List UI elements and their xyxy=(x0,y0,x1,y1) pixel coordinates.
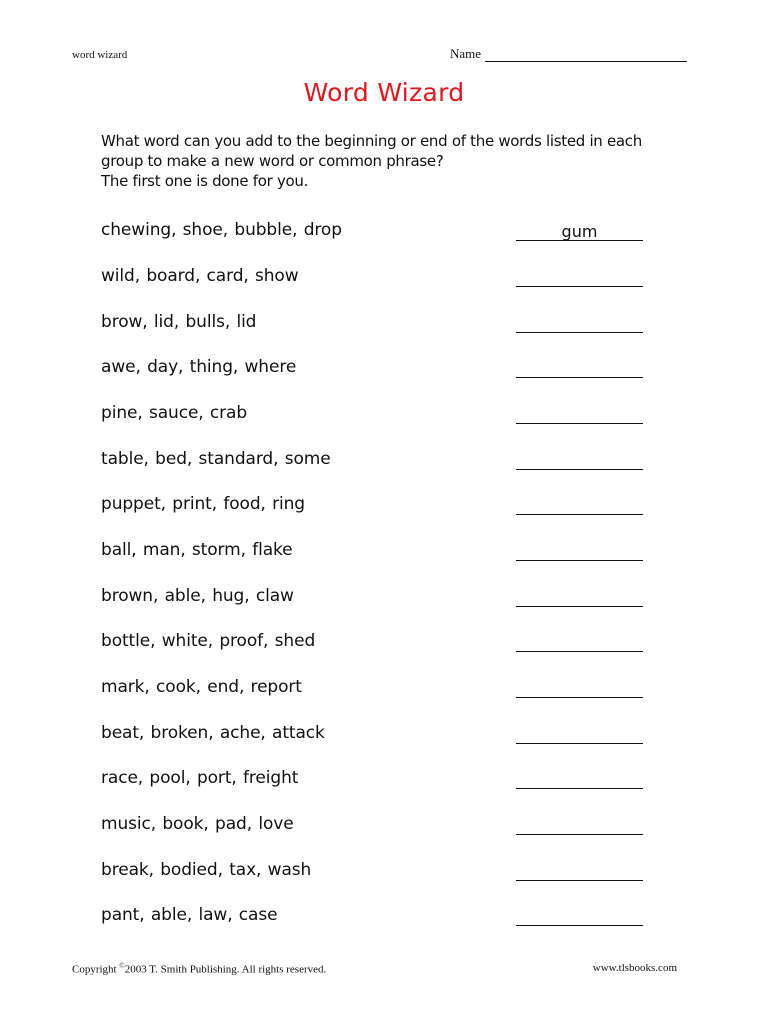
word-group: bottle, white, proof, shed xyxy=(101,631,316,651)
word-group: brow, lid, bulls, lid xyxy=(101,312,257,332)
answer-blank xyxy=(516,449,643,470)
word-row xyxy=(0,675,768,705)
word-row xyxy=(0,721,768,751)
word-group: wild, board, card, show xyxy=(101,266,299,286)
answer-blank xyxy=(516,631,643,652)
word-group: pant, able, law, case xyxy=(101,905,278,925)
word-row xyxy=(0,629,768,659)
word-group: brown, able, hug, claw xyxy=(101,586,294,606)
instruction-line: group to make a new word or common phrase? xyxy=(101,152,444,170)
answer-blank xyxy=(516,312,643,333)
word-row xyxy=(0,447,768,477)
answer-blank xyxy=(516,814,643,835)
word-row xyxy=(0,401,768,431)
word-group: race, pool, port, freight xyxy=(101,768,299,788)
word-group: beat, broken, ache, attack xyxy=(101,723,325,743)
copyright-notice xyxy=(72,962,326,976)
name-field xyxy=(450,46,687,62)
word-group: table, bed, standard, some xyxy=(101,449,331,469)
website-url: www.tlsbooks.com xyxy=(592,962,677,974)
answer-blank xyxy=(516,860,643,881)
name-blank-line xyxy=(485,47,687,62)
word-row xyxy=(0,766,768,796)
answer-blank xyxy=(516,586,643,607)
answer-blank xyxy=(516,540,643,561)
word-group: ball, man, storm, flake xyxy=(101,540,293,560)
instruction-line: What word can you add to the beginning or end of the words listed in each xyxy=(101,132,642,150)
page-title: Word Wizard xyxy=(303,78,465,107)
answer-blank xyxy=(516,677,643,698)
word-group: puppet, print, food, ring xyxy=(101,494,305,514)
word-row xyxy=(0,355,768,385)
answer-blank: gum xyxy=(516,220,643,241)
word-group: chewing, shoe, bubble, drop xyxy=(101,220,342,240)
word-row xyxy=(0,538,768,568)
word-group: awe, day, thing, where xyxy=(101,357,297,377)
copyright-symbol: © xyxy=(119,962,125,970)
word-group: music, book, pad, love xyxy=(101,814,294,834)
answer-blank xyxy=(516,357,643,378)
word-row xyxy=(0,903,768,933)
instructions xyxy=(101,131,681,191)
word-row xyxy=(0,218,768,248)
answer-blank xyxy=(516,494,643,515)
name-label: Name xyxy=(450,46,482,61)
word-row xyxy=(0,584,768,614)
word-row xyxy=(0,858,768,888)
word-group: mark, cook, end, report xyxy=(101,677,302,697)
answer-blank xyxy=(516,723,643,744)
word-row xyxy=(0,264,768,294)
answer-blank xyxy=(516,768,643,789)
copyright-prefix: Copyright xyxy=(72,963,120,976)
word-row xyxy=(0,492,768,522)
answer-blank xyxy=(516,905,643,926)
instruction-line: The first one is done for you. xyxy=(101,172,309,190)
answer-blank xyxy=(516,403,643,424)
copyright-text: 2003 T. Smith Publishing. All rights reserved. xyxy=(124,963,327,976)
header-left-label: word wizard xyxy=(72,49,128,61)
word-group: pine, sauce, crab xyxy=(101,403,248,423)
word-row xyxy=(0,812,768,842)
word-group: break, bodied, tax, wash xyxy=(101,860,312,880)
answer-blank xyxy=(516,266,643,287)
word-row xyxy=(0,310,768,340)
